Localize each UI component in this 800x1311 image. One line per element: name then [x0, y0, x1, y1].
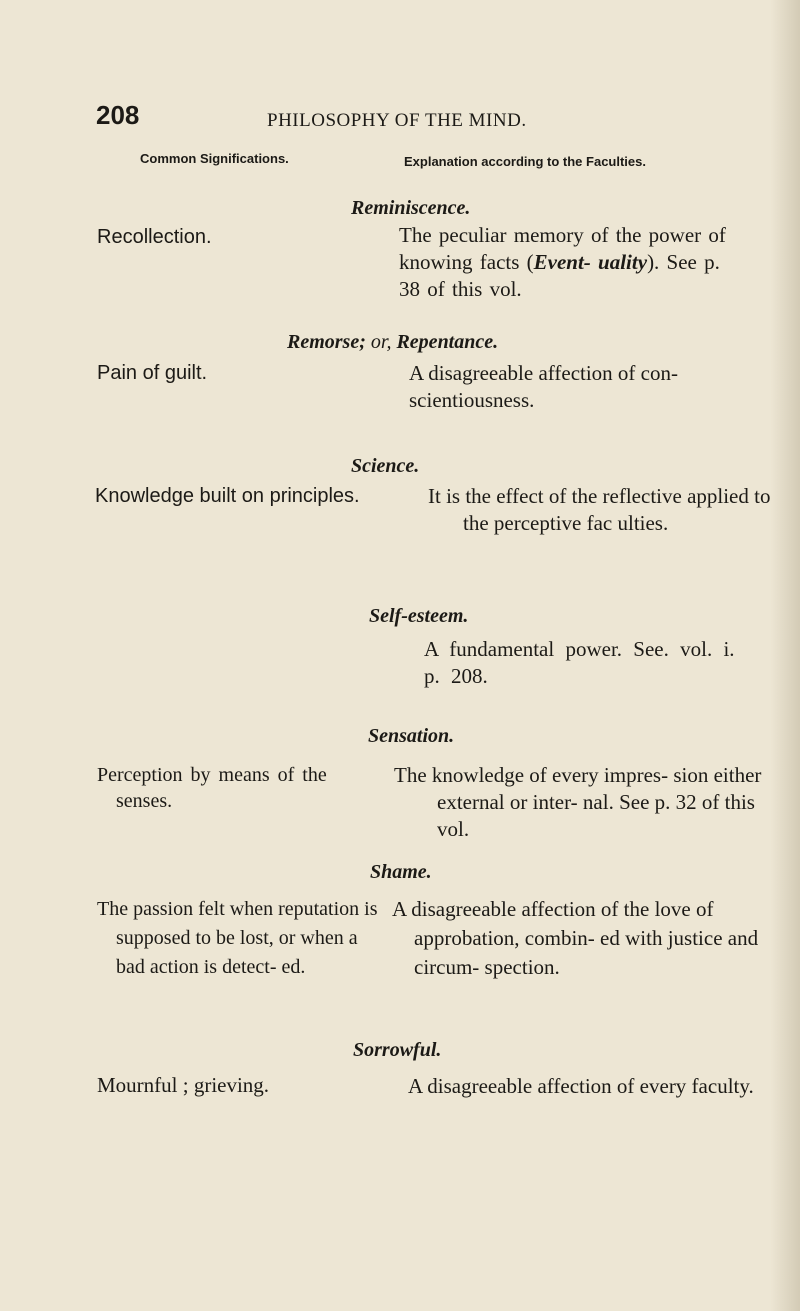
explanation-sorrowful: A disagreeable affection of every faculty.	[408, 1074, 754, 1098]
explanation-sensation: The knowledge of every impres- sion either external or inter- nal. See p. 32 of this vol.	[394, 763, 762, 841]
common-science: Knowledge built on principles.	[95, 485, 360, 507]
running-title: PHILOSOPHY OF THE MIND.	[267, 110, 527, 131]
common-reminiscence: Recollection.	[97, 226, 212, 248]
entry-title-sorrowful: Sorrowful.	[353, 1039, 442, 1061]
entry-title-shame: Shame.	[370, 861, 432, 883]
page-number: 208	[96, 100, 140, 130]
common-sorrowful: Mournful ; grieving.	[97, 1073, 270, 1097]
explanation-reminiscence: The peculiar memory of the power of knowing facts (Event- uality). See p. 38 of this vol.	[399, 223, 726, 301]
entry-title-sensation: Sensation.	[368, 725, 455, 747]
explanation-self-esteem: A fundamental power. See. vol. i. p. 208.	[424, 637, 735, 688]
page-edge-shading	[770, 0, 800, 1311]
entry-title-reminiscence: Reminiscence.	[351, 197, 471, 219]
entry-title-remorse: Remorse; or, Repentance.	[287, 331, 499, 353]
right-column-heading: Explanation according to the Faculties.	[404, 154, 646, 169]
common-remorse: Pain of guilt.	[97, 362, 208, 384]
explanation-science: It is the effect of the reflective applied to the perceptive fac ulties.	[428, 484, 771, 535]
entry-title-science: Science.	[351, 455, 420, 477]
explanation-remorse: A disagreeable affection of con- scientiousness.	[409, 361, 678, 412]
common-shame: The passion felt when reputation is supposed to be lost, or when a bad action is detect- ed.	[97, 898, 378, 978]
entry-title-self-esteem: Self-esteem.	[369, 605, 469, 627]
common-sensation: Perception by means of the senses.	[97, 764, 327, 812]
left-column-heading: Common Significations.	[140, 151, 289, 166]
explanation-shame: A disagreeable affection of the love of approbation, combin- ed with justice and circum- spection.	[392, 897, 759, 979]
